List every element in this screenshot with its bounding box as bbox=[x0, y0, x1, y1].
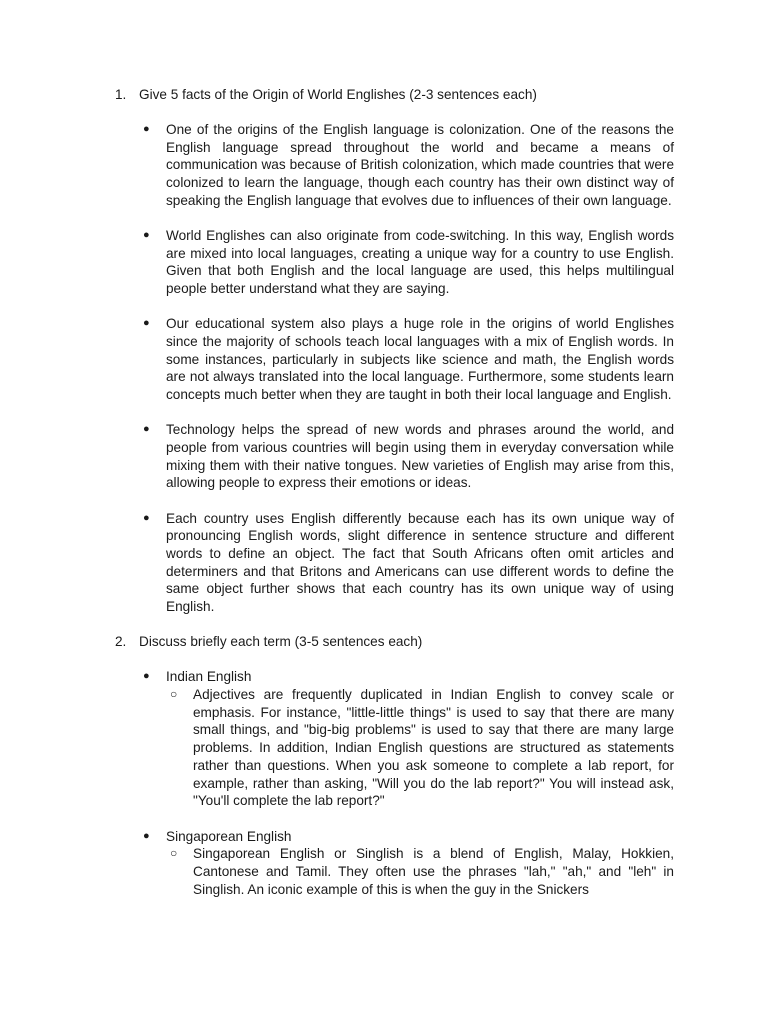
list-item bbox=[143, 421, 674, 492]
bullet-icon: ● bbox=[143, 229, 150, 242]
question-1-bullets bbox=[115, 121, 674, 616]
question-2-terms bbox=[115, 668, 674, 898]
term-item-singaporean-english bbox=[143, 828, 674, 899]
question-number: 1. bbox=[115, 87, 127, 102]
question-2 bbox=[115, 633, 674, 651]
list-item bbox=[143, 510, 674, 616]
list-item bbox=[143, 121, 674, 210]
bullet-text: Each country uses English differently because each has its own unique way of pronouncing English words, slight difference in sentence structure and different words to define an object. The fact that South Africans often omit articles and determiners and that Britons and Americans can use different words to define the same object further shows that each country has its own unique way of using English. bbox=[166, 510, 674, 615]
term-description-text: Adjectives are frequently duplicated in Indian English to convey scale or emphasis. For instance, "little-little things" is used to say that there are many small things, and "big-big problems" is used to say that there are many large problems. In addition, Indian English questions are structured as statements rather than questions. When you ask someone to complete a lab report, for example, rather than asking, "Will you do the lab report?" You will instead ask, "You'll complete the lab report?" bbox=[193, 687, 674, 809]
bullet-text: Technology helps the spread of new words and phrases around the world, and people from various countries will begin using them in everyday conversation while mixing them with their native tongues. New varieties of English may arise from this, allowing people to express their emotions or ideas. bbox=[166, 422, 674, 491]
term-heading bbox=[143, 668, 674, 686]
list-item bbox=[143, 315, 674, 404]
bullet-text: Our educational system also plays a huge role in the origins of world Englishes since the majority of schools teach local languages with a mix of English words. In some instances, particularly in subjects like science and math, the English words are not always translated into the local language. Furthermore, some students learn concepts much better when they are taught in both their local language and English. bbox=[166, 316, 674, 403]
term-name: Singaporean English bbox=[166, 828, 292, 844]
question-1 bbox=[115, 86, 674, 104]
bullet-icon: ● bbox=[143, 123, 150, 135]
term-description bbox=[143, 845, 674, 898]
bullet-icon: ● bbox=[143, 511, 150, 524]
question-text: Give 5 facts of the Origin of World Englishes (2-3 sentences each) bbox=[139, 87, 537, 102]
bullet-icon: ● bbox=[143, 423, 150, 436]
term-heading bbox=[143, 828, 674, 846]
bullet-icon: ● bbox=[143, 317, 150, 330]
question-text: Discuss briefly each term (3-5 sentences each) bbox=[139, 634, 423, 650]
bullet-icon: ● bbox=[143, 670, 150, 683]
question-number: 2. bbox=[115, 634, 127, 650]
bullet-text: One of the origins of the English language is colonization. One of the reasons the English language spread throughout the world and became a means of communication was because of British colonization, which made countries that were colonized to learn the language, though each country has their own distinct way of speaking the English language that evolves due to influences of their own language. bbox=[166, 122, 674, 208]
bullet-text: World Englishes can also originate from code-switching. In this way, English words are mixed into local languages, creating a unique way for a country to use English. Given that both English and the local language are used, this helps multilingual people better understand what they are saying. bbox=[166, 228, 674, 297]
term-description bbox=[143, 686, 674, 810]
term-name: Indian English bbox=[166, 669, 252, 685]
term-description-text: Singaporean English or Singlish is a blend of English, Malay, Hokkien, Cantonese and Tamil. They often use the phrases "lah," "ah," and "leh" in Singlish. An iconic example of this is when the guy in the Snickers bbox=[193, 846, 674, 897]
term-item-indian-english bbox=[143, 668, 674, 810]
list-item bbox=[143, 227, 674, 298]
hollow-bullet-icon: ○ bbox=[170, 687, 178, 702]
hollow-bullet-icon: ○ bbox=[170, 846, 178, 861]
bullet-icon: ● bbox=[143, 829, 150, 842]
